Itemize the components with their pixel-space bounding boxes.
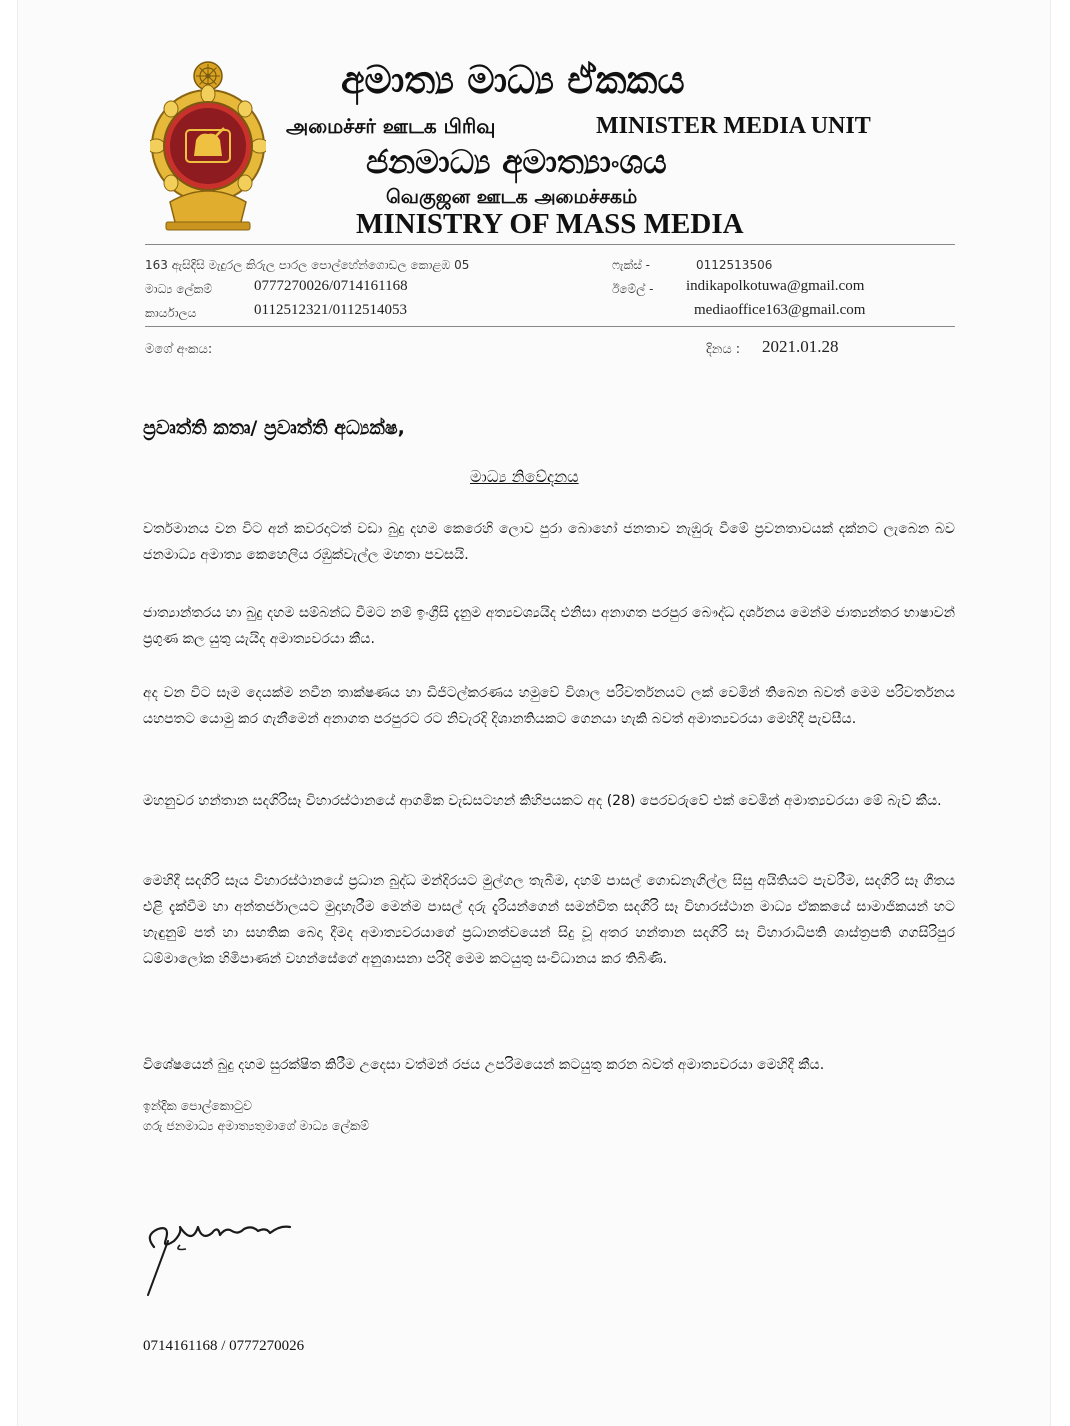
office-phone: 0112512321/0112514053 bbox=[254, 302, 408, 318]
address: 163 ඇසිදිසි මැදුරල කිරුල පාරල පොල්හේන්ගොඩල කොළඹ 05 bbox=[145, 258, 470, 272]
office-label: කාර්යාලය bbox=[145, 306, 197, 320]
letterhead-english-unit: MINISTER MEDIA UNIT bbox=[596, 113, 871, 139]
email-primary: indikapolkotuwa@gmail.com bbox=[686, 278, 865, 294]
paragraph-6: විශේෂයෙන් බුදු දහම සුරක්ෂිත කිරීම උදෙසා වත්මන් රජය උපරිමයෙන් කටයුතු කරන බවත් අමාත්‍යවරයා මෙහිදී කීය. bbox=[143, 1057, 825, 1073]
date-label: දිනය : bbox=[706, 342, 741, 357]
signature-icon bbox=[140, 1205, 320, 1305]
paragraph-5: මෙහිදී සදගිරි සෑය විහාරස්ථානයේ ප්‍රධාන බුද්ධ මන්දිරයට මුල්ගල තැබීම, දහම් පාසල් ගොඩනැගිල්ල සිසු අයිතියට පැවරීම, සදගිරි සෑ ගීතය එළි දැක්වීම හා අන්තර්ජාලයට මුදාහැරීම මෙන්ම පාසල් දරු දැරියන්ගෙන් සමන්විත සදගිරි සෑ විහාරස්ථාන මාධ්‍ය ඒකකයේ සාමාජිකයන් හට හැඳුනුම් පත් හා සහතික බෙදා දීමද අමාත්‍යවරයාගේ ප්‍රධානත්වයෙන් සිදු වූ අතර හන්තාන සදගිරි සෑ විහාරාධිපති ශාස්ත්‍රපති ගගසිරිපුර ධම්මාලෝක හිමිපාණන් වහන්සේගේ අනුශාසනා පරිදි මෙම කටයුතු සංවිධානය කර තිබිණි. bbox=[143, 873, 955, 967]
fax-label: ෆැක්ස් - bbox=[612, 258, 650, 272]
letterhead-english-ministry: MINISTRY OF MASS MEDIA bbox=[356, 208, 744, 240]
paragraph-2: ජාත්‍යාන්තරය හා බුදු දහම සම්බන්ධ වීමට නම් ඉංග්‍රීසි දැනුම අත්‍යවශ්‍යයිද එනිසා අනාගත පරපුර බෞද්ධ දර්ශනය මෙන්ම ජාත්‍යන්තර භාෂාවන් ප්‍රගුණ කල යුතු යැයිද අමාත්‍යවරයා කීය. bbox=[143, 605, 955, 647]
date-value: 2021.01.28 bbox=[762, 337, 839, 356]
header-divider bbox=[145, 244, 955, 245]
secretary-label: මාධ්‍ය ලේකම් bbox=[145, 282, 212, 296]
email-secondary: mediaoffice163@gmail.com bbox=[694, 302, 866, 318]
paragraph-4: මහනුවර හන්තාන සදගිරිසෑ විහාරස්ථානයේ ආගමික වැඩසටහන් කිහිපයකට අද (28) පෙරවරුවේ එක් වෙමින් අමාත්‍යවරයා මේ බැව් කීය. bbox=[143, 793, 942, 809]
signatory-title: ගරු ජනමාධ්‍ය අමාත්‍යතුමාගේ මාධ්‍ය ලේකම් bbox=[143, 1118, 370, 1133]
contact-divider bbox=[145, 326, 955, 327]
salutation: ප්‍රවෘත්ති කතෘ/ ප්‍රවෘත්ති අධ්‍යක්ෂ, bbox=[143, 417, 405, 439]
sri-lanka-emblem-icon bbox=[150, 60, 266, 232]
letterhead-sinhala-unit: අමාත්‍ය මාධ්‍ය ඒකකය bbox=[341, 58, 685, 102]
paragraph-3: අද වන විට සෑම දෙයක්ම නවීන තාක්ෂණය හා ඩිජිටල්කරණය හමුවේ විශාල පරිවර්තනයට ලක් වෙමින් තිබෙන බවත් මෙම පරිවර්තනය යහපතට යොමු කර ගැනීමෙන් අනාගත පරපුරට රට නිවැරදි දිශානතියකට ගෙනයා හැකි බවත් අමාත්‍යවරයා මෙහිදී පැවසීය. bbox=[143, 685, 955, 727]
letterhead-sinhala-ministry: ජනමාධ්‍ය අමාත්‍යාංශය bbox=[366, 142, 667, 181]
document-heading: මාධ්‍ය නිවේදනය bbox=[470, 467, 579, 486]
signatory-phone: 0714161168 / 0777270026 bbox=[143, 1338, 305, 1354]
letterhead-tamil-ministry: வெகுஜன ஊடக அமைச்சகம் bbox=[386, 186, 638, 208]
fax-number: 0112513506 bbox=[696, 258, 773, 272]
letterhead-tamil-unit: அமைச்சர் ஊடக பிரிவு bbox=[286, 114, 496, 138]
secretary-phone: 0777270026/0714161168 bbox=[254, 278, 408, 294]
signatory-name: ඉන්දික පොල්කොටුව bbox=[143, 1098, 253, 1113]
paragraph-1: වර්තමානය වන විට අන් කවරදාටත් වඩා බුදු දහම කෙරෙහි ලොව පුරා බොහෝ ජනතාව නැඹුරු වීමේ ප්‍රවනතාවයක් දක්නට ලැබෙන බව ජනමාධ්‍ය අමාත්‍ය කෙහෙලිය රඹුක්වැල්ල මහතා පවසයි. bbox=[143, 521, 955, 563]
email-label: ඊමේල් - bbox=[612, 282, 654, 296]
my-number-label: මගේ අංකය: bbox=[145, 342, 213, 357]
